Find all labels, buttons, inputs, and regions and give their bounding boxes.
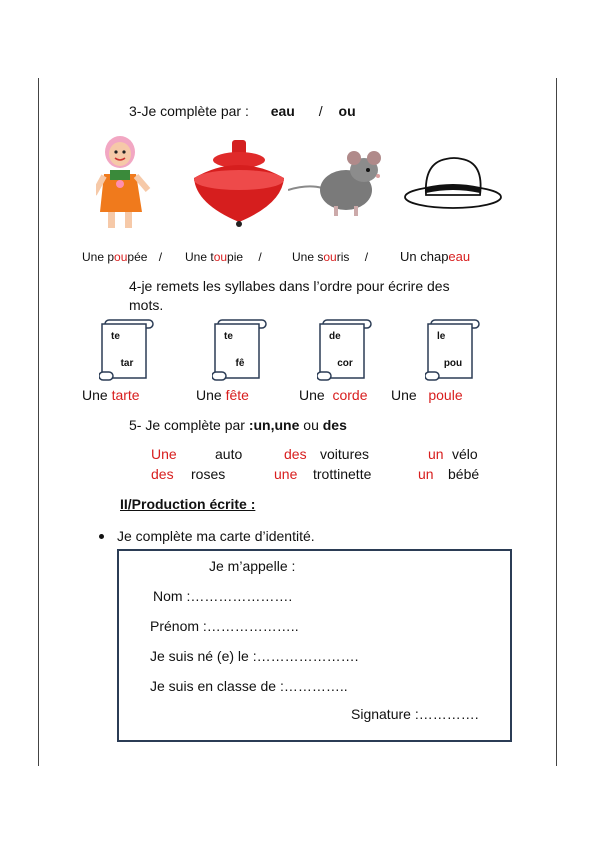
option-eau: eau — [270, 103, 295, 119]
date-of-birth-field[interactable]: Je suis né (e) le :…………………. — [150, 648, 359, 664]
syllable-2: fê — [235, 358, 245, 369]
mouse-image — [288, 148, 388, 220]
syllable-2: tar — [120, 358, 134, 369]
answer-fete: Une fête — [196, 387, 249, 403]
class-field[interactable]: Je suis en classe de :………….. — [150, 678, 348, 694]
word-toupie: Une toupie / — [185, 250, 262, 264]
word-poupee: Une poupée / — [82, 250, 163, 264]
syllable-1: le — [437, 331, 446, 342]
syllable-card — [425, 318, 481, 380]
word-souris: Une souris / — [292, 250, 369, 264]
nom-field[interactable]: Nom :…………………. — [153, 588, 293, 604]
separator: / — [318, 103, 323, 119]
exercise-3-label: 3-Je complète par : — [129, 103, 249, 119]
answer-corde: Une corde — [299, 387, 368, 403]
answer-poule: Une poule — [391, 387, 463, 403]
left-margin-line — [38, 78, 39, 766]
syllable-card — [212, 318, 268, 380]
idcard-heading: Je m’appelle : — [209, 558, 296, 574]
exercise-3-title — [129, 103, 356, 119]
syllable-1: te — [111, 331, 120, 342]
word-chapeau: Un chapeau — [400, 249, 471, 264]
right-margin-line — [556, 78, 557, 766]
exercise-4-title-line2: mots. — [129, 297, 164, 313]
exercise-4-title-line1: 4-je remets les syllabes dans l’ordre pour écrire des — [129, 278, 450, 294]
instruction-text: Je complète ma carte d’identité. — [117, 528, 315, 544]
answer-tarte: Une tarte — [82, 387, 140, 403]
hat-image — [402, 153, 504, 211]
syllable-2: pou — [443, 358, 463, 369]
syllable-card — [99, 318, 155, 380]
syllable-1: de — [329, 331, 341, 342]
prenom-field[interactable]: Prénom :……………….. — [150, 618, 299, 634]
syllable-1: te — [224, 331, 233, 342]
syllable-card — [317, 318, 373, 380]
syllable-2: cor — [337, 358, 353, 369]
section-2-title: II/Production écrite : — [120, 496, 256, 512]
exercise-5-title: 5- Je complète par :un,une ou des — [129, 417, 347, 433]
option-ou: ou — [338, 103, 356, 119]
bullet-icon — [99, 534, 104, 539]
doll-image — [96, 134, 158, 234]
signature-field[interactable]: Signature :…………. — [351, 706, 479, 722]
spinning-top-image — [190, 138, 290, 230]
